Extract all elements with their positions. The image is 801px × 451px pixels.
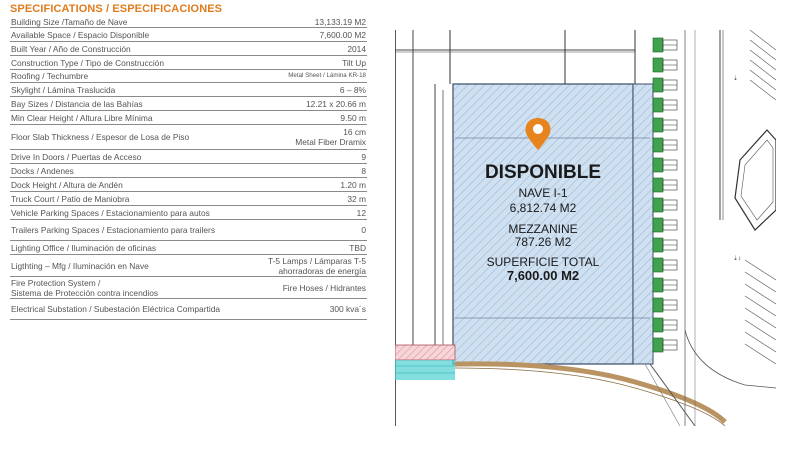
spec-label-text: Fire Protection System / bbox=[11, 277, 101, 288]
spec-label-text: Drive In Doors / Puertas de Acceso bbox=[11, 151, 142, 162]
specifications-table bbox=[10, 16, 367, 320]
spec-label bbox=[10, 261, 268, 271]
dock-door bbox=[653, 198, 663, 212]
dock-door bbox=[653, 258, 663, 272]
spec-label bbox=[10, 194, 347, 204]
total-area: 7,600.00 M2 bbox=[506, 268, 580, 283]
svg-text:⇣: ⇣ bbox=[733, 76, 739, 82]
spec-label bbox=[10, 30, 319, 40]
spec-label-text: Ligthting – Mfg / Iluminación en Nave bbox=[11, 260, 149, 271]
spec-label bbox=[10, 152, 361, 162]
dock-door bbox=[653, 138, 663, 152]
spec-label-text: Floor Slab Thickness / Espesor de Losa de Piso bbox=[11, 132, 190, 142]
dock-door bbox=[653, 178, 663, 192]
spec-label-text: Available Space / Espacio Disponible bbox=[11, 29, 150, 40]
spec-label bbox=[10, 180, 340, 190]
spec-row bbox=[10, 83, 367, 97]
dock-door bbox=[653, 158, 663, 172]
spec-label bbox=[10, 44, 347, 54]
spec-row bbox=[10, 97, 367, 111]
spec-value bbox=[347, 44, 367, 54]
spec-value-text: 300 kva´s bbox=[329, 304, 366, 314]
nave-label: NAVE I-1 bbox=[518, 186, 568, 200]
spec-value bbox=[347, 194, 367, 204]
spec-value bbox=[315, 17, 367, 27]
spec-value-text: Metal Sheet / Lámina KR-18 bbox=[288, 72, 366, 79]
spec-value-text: Fire Hoses / Hidrantes bbox=[282, 282, 366, 293]
spec-value bbox=[283, 283, 367, 293]
spec-row bbox=[10, 241, 367, 255]
spec-row bbox=[10, 16, 367, 28]
spec-label bbox=[10, 278, 283, 298]
spec-value-text: 7,600.00 M2 bbox=[319, 29, 366, 40]
mezzanine-label: MEZZANINE bbox=[508, 222, 578, 236]
spec-value-text: 8 bbox=[361, 165, 366, 176]
dock-door bbox=[653, 338, 663, 352]
spec-row bbox=[10, 192, 367, 206]
spec-value-text: T-5 Lamps / Lámparas T-5 bbox=[267, 255, 366, 266]
spec-value-text: TBD bbox=[349, 242, 366, 253]
spec-value-text: 9 bbox=[361, 151, 366, 162]
spec-value bbox=[330, 304, 367, 314]
spec-value bbox=[306, 99, 367, 109]
spec-value-text: 13,133.19 M2 bbox=[314, 16, 366, 27]
dock-door bbox=[653, 98, 663, 112]
nave-area: 6,812.74 M2 bbox=[509, 201, 577, 215]
spec-label bbox=[10, 17, 315, 27]
dock-door bbox=[653, 298, 663, 312]
spec-label bbox=[10, 85, 340, 95]
spec-label-text: Construction Type / Tipo de Construcción bbox=[11, 57, 165, 68]
spec-label-text: Vehicle Parking Spaces / Estacionamiento para autos bbox=[11, 207, 210, 218]
spec-row bbox=[10, 220, 367, 241]
spec-value-text: 12.21 x 20.66 m bbox=[305, 98, 366, 109]
dock-door bbox=[653, 118, 663, 132]
spec-label-text: Building Size /Tamaño de Nave bbox=[11, 16, 128, 27]
spec-row bbox=[10, 125, 367, 150]
spec-value-text: 1.20 m bbox=[340, 179, 366, 190]
spec-row bbox=[10, 206, 367, 220]
spec-row bbox=[10, 70, 367, 83]
spec-row bbox=[10, 178, 367, 192]
dock-door bbox=[653, 238, 663, 252]
spec-label bbox=[10, 58, 342, 68]
spec-value bbox=[361, 166, 367, 176]
spec-value bbox=[340, 113, 367, 123]
dock-door bbox=[653, 58, 663, 72]
spec-label-text: Bay Sizes / Distancia de las Bahías bbox=[11, 98, 143, 109]
mezzanine-area: 787.26 M2 bbox=[514, 235, 572, 249]
spec-row bbox=[10, 164, 367, 178]
dock-door bbox=[653, 318, 663, 332]
spec-label-text-2: Sistema de Protección contra incendios bbox=[11, 287, 159, 298]
spec-value-text: 12 bbox=[356, 207, 366, 218]
spec-value-text: 0 bbox=[361, 225, 366, 235]
spec-label bbox=[10, 113, 340, 123]
spec-label-text: Truck Court / Patio de Maniobra bbox=[11, 193, 130, 204]
spec-label bbox=[10, 71, 288, 81]
status-label: DISPONIBLE bbox=[484, 162, 602, 183]
spec-row bbox=[10, 56, 367, 70]
spec-row bbox=[10, 28, 367, 42]
spec-label bbox=[10, 304, 330, 314]
spec-label-text: Roofing / Techumbre bbox=[11, 71, 89, 81]
spec-label-text: Docks / Andenes bbox=[11, 165, 74, 176]
floor-plan bbox=[395, 30, 776, 426]
spec-label-text: Trailers Parking Spaces / Estacionamiento para trailers bbox=[11, 225, 216, 235]
dock-door bbox=[653, 218, 663, 232]
spec-row bbox=[10, 255, 367, 277]
spec-value bbox=[361, 152, 367, 162]
spec-value bbox=[361, 225, 367, 235]
spec-value-text: Tilt Up bbox=[342, 57, 366, 68]
spec-label bbox=[10, 166, 361, 176]
dock-door bbox=[653, 38, 663, 52]
spec-value-text-2: ahorradoras de energía bbox=[278, 265, 366, 276]
spec-value bbox=[268, 256, 367, 276]
spec-label bbox=[10, 99, 306, 109]
spec-value-text: 9.50 m bbox=[340, 112, 366, 123]
total-label: SUPERFICIE TOTAL bbox=[486, 255, 600, 269]
floor-plan-drawing bbox=[395, 30, 776, 426]
spec-value bbox=[340, 180, 367, 190]
spec-value bbox=[319, 30, 367, 40]
svg-text:⇣↕: ⇣↕ bbox=[733, 256, 742, 262]
spec-row bbox=[10, 299, 367, 320]
spec-label bbox=[10, 208, 357, 218]
spec-label-text: Min Clear Height / Altura Libre Mínima bbox=[11, 112, 153, 123]
spec-value bbox=[357, 208, 367, 218]
spec-row bbox=[10, 150, 367, 164]
dock-door bbox=[653, 278, 663, 292]
spec-label bbox=[10, 225, 361, 235]
spec-row bbox=[10, 111, 367, 125]
spec-value-text: 6 – 8% bbox=[339, 84, 366, 95]
spec-value bbox=[342, 58, 367, 68]
spec-label-text: Dock Height / Altura de Andén bbox=[11, 179, 123, 190]
spec-label bbox=[10, 243, 349, 253]
spec-value bbox=[340, 85, 367, 95]
spec-value-text: 2014 bbox=[347, 43, 366, 54]
spec-label bbox=[10, 132, 295, 142]
spec-value-text: 32 m bbox=[347, 193, 366, 204]
spec-label-text: Electrical Substation / Subestación Eléctrica Compartida bbox=[11, 304, 221, 314]
spec-value-text: 16 cm bbox=[343, 127, 366, 137]
spec-value-text-2: Metal Fiber Dramix bbox=[295, 137, 366, 147]
dock-door bbox=[653, 78, 663, 92]
specifications-heading: SPECIFICATIONS / ESPECIFICACIONES bbox=[10, 3, 223, 15]
spec-row bbox=[10, 277, 367, 299]
spec-label-text: Built Year / Año de Construcción bbox=[11, 43, 131, 54]
spec-label-text: Skylight / Lámina Traslucida bbox=[11, 84, 116, 95]
spec-value bbox=[288, 71, 367, 81]
spec-label-text: Lighting Office / Iluminación de oficinas bbox=[11, 242, 157, 253]
spec-value bbox=[295, 127, 367, 147]
spec-row bbox=[10, 42, 367, 56]
spec-value bbox=[349, 243, 367, 253]
